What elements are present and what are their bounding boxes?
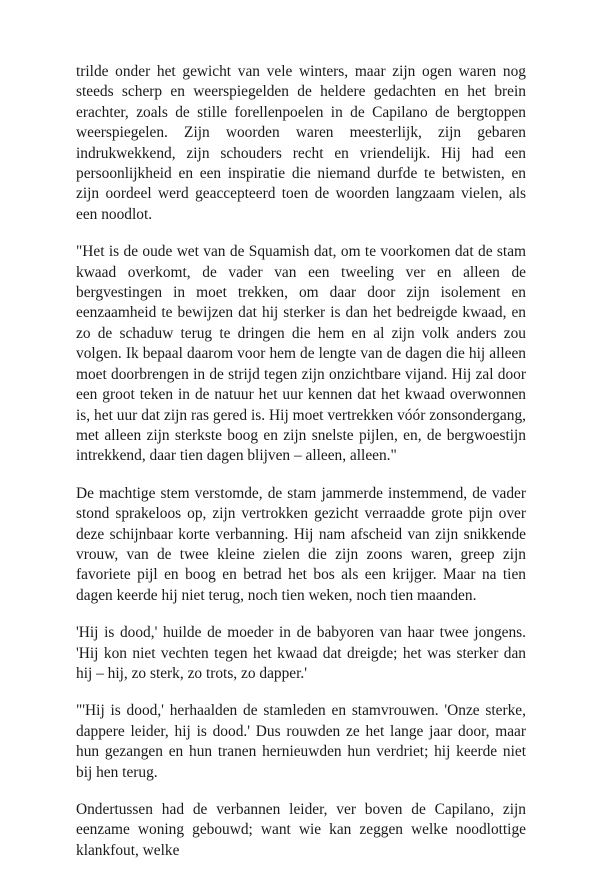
paragraph-4: 'Hij is dood,' huilde de moeder in de babyoren van haar twee jongens. 'Hij kon niet vechten tegen het kwaad dat dreigde; het was sterker dan hij – hij, zo sterk, zo trots, zo dapper.' (76, 624, 526, 682)
document-page (76, 62, 526, 878)
paragraph-2: "Het is de oude wet van de Squamish dat, om te voorkomen dat de stam kwaad overkomt, de vader van een tweeling ver en alleen de bergvestingen in moet trekken, om daar door zijn isolement en eenzaamheid te bewijzen dat hij sterker is dan het bedreigde kwaad, en zo de schaduw terug te dringen die hem en al zijn volk anders zou volgen. Ik bepaal daarom voor hem de lengte van de dagen die hij alleen moet doorbrengen in de strijd tegen zijn onzichtbare vijand. Hij zal door een groot teken in de natuur het uur kennen dat het kwaad overwonnen is, het uur dat zijn ras gered is. Hij moet vertrekken vóór zonsondergang, met alleen zijn sterkste boog en zijn snelste pijlen, en, de bergwoestijn intrekkend, daar tien dagen blijven – alleen, alleen." (76, 243, 526, 465)
paragraph-1: trilde onder het gewicht van vele winters, maar zijn ogen waren nog steeds scherp en weerspiegelden de heldere gedachten en het brein erachter, zoals de stille forellenpoelen in de Capilano de bergtoppen weerspiegelen. Zijn woorden waren meesterlijk, zijn gebaren indrukwekkend, zijn schouders recht en vriendelijk. Hij had een persoonlijkheid en een inspiratie die niemand durfde te betwisten, en zijn oordeel werd geaccepteerd toen de woorden langzaam vielen, als een noodlot. (76, 63, 526, 223)
paragraph-3: De machtige stem verstomde, de stam jammerde instemmend, de vader stond sprakeloos op, zijn vertrokken gezicht verraadde grote pijn over deze schijnbaar korte verbanning. Hij nam afscheid van zijn snikkende vrouw, van de twee kleine zielen die zijn zoons waren, greep zijn favoriete pijl en boog en betrad het bos als een krijger. Maar na tien dagen keerde hij niet terug, noch tien weken, noch tien maanden. (76, 484, 526, 604)
paragraph-6: Ondertussen had de verbannen leider, ver boven de Capilano, zijn eenzame woning gebouwd; want wie kan zeggen welke noodlottige klankfout, welke (76, 801, 526, 859)
paragraph-5: "'Hij is dood,' herhaalden de stamleden en stamvrouwen. 'Onze sterke, dappere leider, hij is dood.' Dus rouwden ze het lange jaar door, maar hun gezangen en hun tranen hernieuwden hun verdriet; hij keerde niet bij hen terug. (76, 702, 526, 781)
